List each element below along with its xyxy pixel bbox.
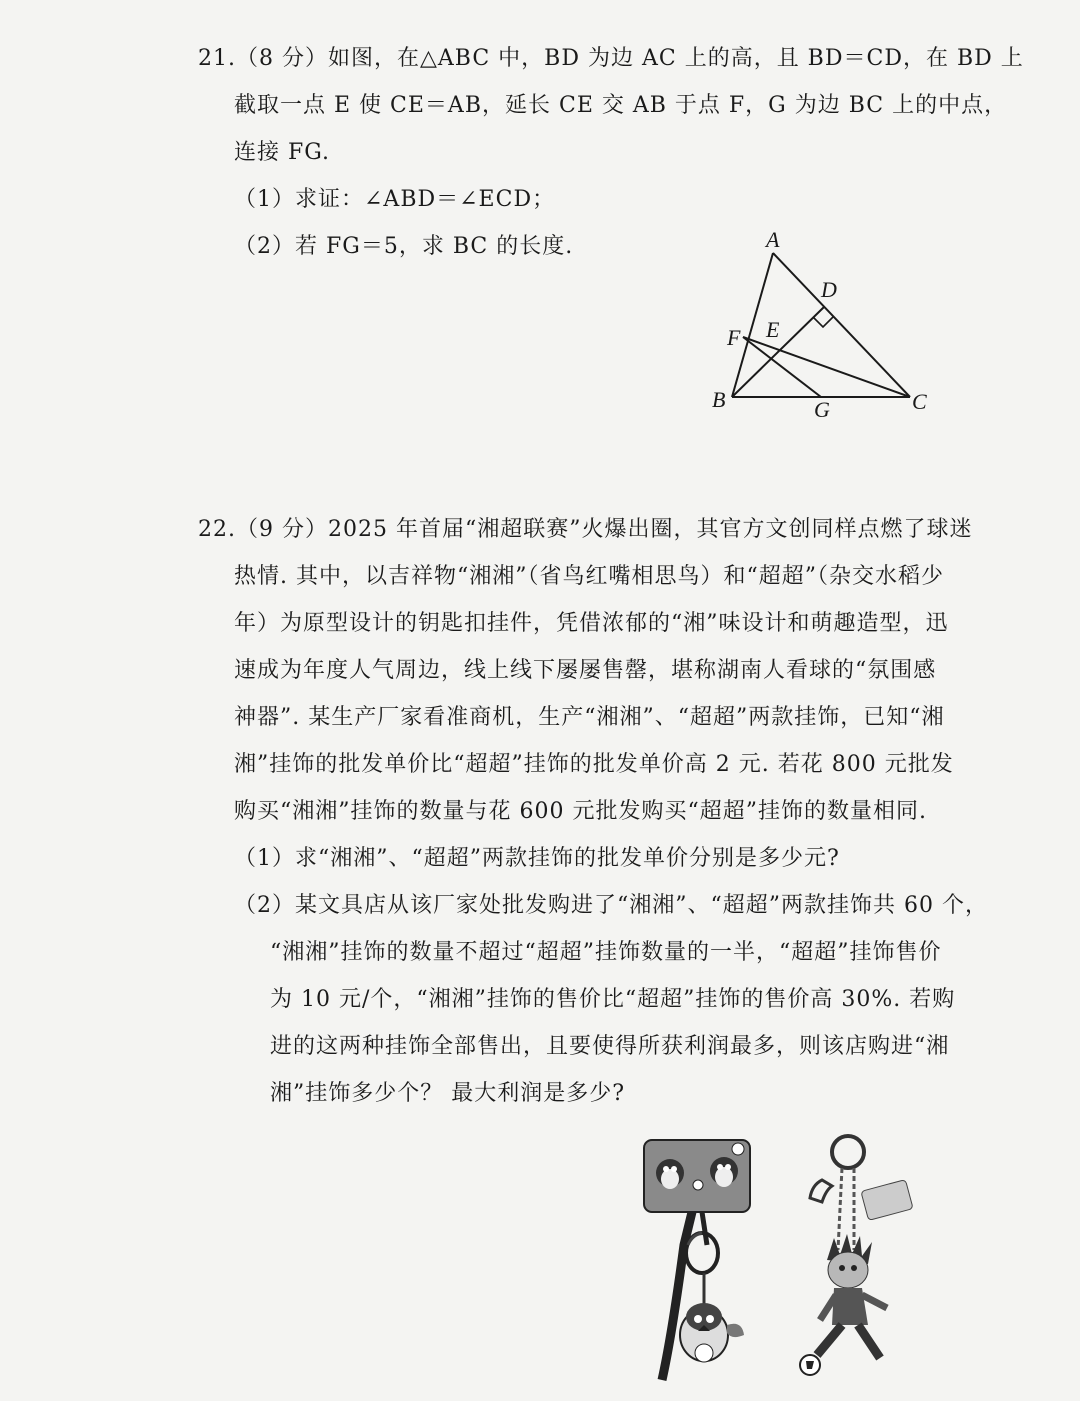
label-c: C [912, 389, 927, 414]
q22-line-3: 年）为原型设计的钥匙扣挂件，凭借浓郁的“湘”味设计和萌趣造型，迅 [234, 611, 949, 636]
boy-keychain-image [792, 1130, 922, 1385]
label-d: D [821, 277, 837, 302]
segment-cf [743, 337, 910, 397]
q21-sub1: （1）求证：∠ABD＝∠ECD； [234, 187, 556, 212]
q22-sub2-line-3: 为 10 元/个，“湘湘”挂饰的售价比“超超”挂饰的售价高 30%. 若购 [270, 987, 956, 1012]
q22-line-1: 22.（9 分）2025 年首届“湘超联赛”火爆出圈，其官方文创同样点燃了球迷 [198, 517, 973, 542]
q21-line-3: 连接 FG. [234, 140, 331, 165]
label-g: G [814, 397, 830, 422]
q22-sub2-line-4: 进的这两种挂饰全部售出，且要使得所获利润最多，则该店购进“湘 [270, 1034, 950, 1059]
q22-sub2-line-1: （2）某文具店从该厂家处批发购进了“湘湘”、“超超”两款挂饰共 60 个， [234, 893, 988, 918]
q22-line-4: 速成为年度人气周边，线上线下屡屡售罄，堪称湖南人看球的“氛围感 [234, 658, 937, 683]
bird-keychain-image [632, 1135, 762, 1390]
right-angle-mark [813, 317, 833, 327]
q22-sub1: （1）求“湘湘”、“超超”两款挂饰的批发单价分别是多少元? [234, 846, 840, 871]
q21-sub2: （2）若 FG＝5，求 BC 的长度. [234, 234, 574, 259]
q21-line-1: 21.（8 分）如图，在△ABC 中，BD 为边 AC 上的高，且 BD＝CD，在 BD 上 [198, 46, 1024, 71]
q22-sub2-line-2: “湘湘”挂饰的数量不超过“超超”挂饰数量的一半，“超超”挂饰售价 [270, 940, 942, 965]
q22-line-7: 购买“湘湘”挂饰的数量与花 600 元批发购买“超超”挂饰的数量相同. [234, 799, 927, 824]
q22-line-6: 湘”挂饰的批发单价比“超超”挂饰的批发单价高 2 元. 若花 800 元批发 [234, 752, 954, 777]
q22-line-2: 热情. 其中，以吉祥物“湘湘”（省鸟红嘴相思鸟）和“超超”（杂交水稻少 [234, 564, 944, 589]
segment-fg [743, 337, 821, 397]
label-b: B [712, 387, 726, 412]
q22-line-5: 神器”. 某生产厂家看准商机，生产“湘湘”、“超超”两款挂饰，已知“湘 [234, 705, 945, 730]
q21-line-2: 截取一点 E 使 CE＝AB，延长 CE 交 AB 于点 F，G 为边 BC 上的中点， [234, 93, 1008, 118]
label-a: A [766, 227, 780, 252]
label-f: F [727, 325, 741, 350]
label-e: E [766, 317, 780, 342]
triangle-figure [700, 225, 940, 425]
q22-sub2-line-5: 湘”挂饰多少个？ 最大利润是多少? [270, 1081, 626, 1106]
